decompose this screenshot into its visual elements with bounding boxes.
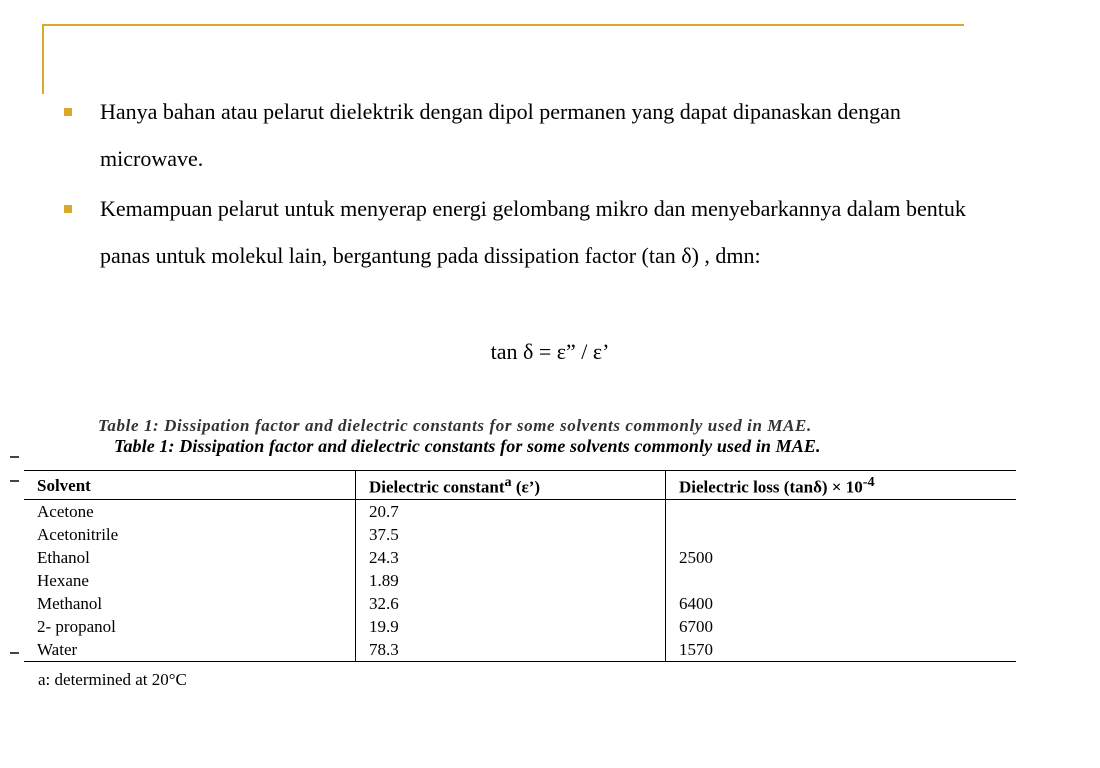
header-loss-label: Dielectric loss (tanδ) × 10: [679, 477, 863, 497]
cell-dielectric-loss: 1570: [666, 638, 1017, 662]
table-row: [24, 638, 1016, 662]
header-dielectric-superscript: a: [504, 474, 512, 491]
cell-solvent: 2- propanol: [37, 617, 116, 636]
cell-dielectric-loss: 6400: [666, 592, 1017, 615]
table-row: [24, 592, 1016, 615]
cell-dielectric-loss: [666, 523, 1017, 546]
cell-solvent: Acetone: [37, 502, 94, 521]
header-dielectric-label: Dielectric constant: [369, 477, 505, 497]
table-row: [24, 546, 1016, 569]
bullet-list: [62, 88, 982, 282]
square-bullet-icon: [64, 108, 72, 116]
bullet-item-2: [62, 185, 982, 279]
table-header-row: [24, 471, 1016, 500]
cropped-caption-remnant: [98, 416, 958, 435]
side-dash-3: [10, 652, 19, 654]
side-dash-1: [10, 456, 19, 458]
cell-dielectric-constant: 32.6: [356, 592, 666, 615]
cell-solvent: Ethanol: [37, 548, 90, 567]
table-row: [24, 523, 1016, 546]
cell-dielectric-loss: 6700: [666, 615, 1017, 638]
cell-dielectric-loss: [666, 500, 1017, 524]
cell-solvent: Water: [24, 638, 356, 662]
side-dash-2: [10, 480, 19, 482]
cell-dielectric-constant: 19.9: [356, 615, 666, 638]
header-dielectric-loss: [666, 471, 1017, 500]
square-bullet-icon: [64, 205, 72, 213]
cell-solvent: Methanol: [37, 594, 103, 613]
solvent-table: [24, 470, 1016, 662]
header-loss-exponent: -4: [862, 474, 875, 491]
slide-frame-top-line: [42, 24, 964, 26]
table-row: [24, 569, 1016, 592]
cell-dielectric-constant: 1.89: [356, 569, 666, 592]
cell-solvent: Acetonitrile: [37, 525, 119, 544]
header-solvent: Solvent: [24, 471, 356, 500]
formula: tan δ = ε” / ε’: [490, 339, 610, 364]
header-dielectric-constant: [356, 471, 666, 500]
table-caption: Table 1: Dissipation factor and dielectric constants for some solvents commonly used in MAE.: [114, 436, 821, 456]
header-dielectric-symbol: (ε’): [511, 477, 541, 497]
cell-dielectric-loss: [666, 569, 1017, 592]
cell-dielectric-constant: 20.7: [356, 500, 666, 524]
cell-dielectric-constant: 78.3: [356, 638, 666, 662]
table-footnote: a: determined at 20°C: [38, 670, 187, 689]
slide-frame-left-line: [42, 24, 44, 94]
bullet-text-1: Hanya bahan atau pelarut dielektrik dengan dipol permanen yang dapat dipanaskan dengan microwave.: [100, 99, 901, 171]
cell-dielectric-constant: 37.5: [356, 523, 666, 546]
cell-dielectric-loss: 2500: [666, 546, 1017, 569]
table-row: [24, 615, 1016, 638]
table-row: [24, 500, 1016, 524]
cell-dielectric-constant: 24.3: [356, 546, 666, 569]
cell-solvent: Hexane: [37, 571, 89, 590]
bullet-text-2: Kemampuan pelarut untuk menyerap energi gelombang mikro dan menyebarkannya dalam bentuk panas untuk molekul lain, bergantung pada dissipation factor (tan δ) , dmn:: [100, 196, 966, 268]
cropped-caption-text: Table 1: Dissipation factor and dielectric constants for some solvents commonly used in MAE.: [98, 416, 812, 435]
bullet-item-1: [62, 88, 982, 182]
